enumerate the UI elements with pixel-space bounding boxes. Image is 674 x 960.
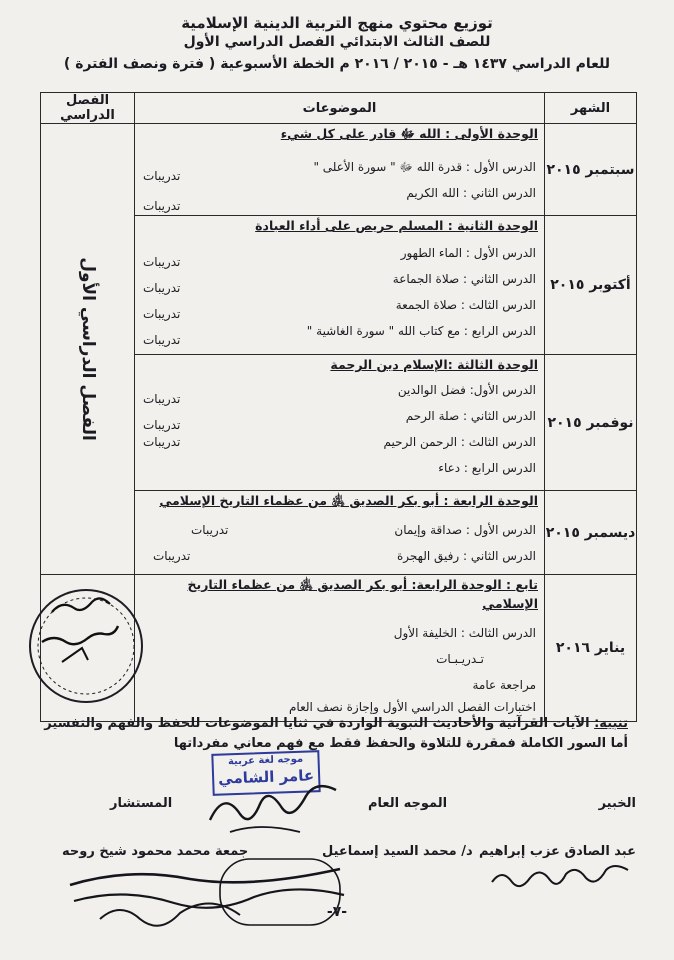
exercise-note: تدريبات bbox=[143, 255, 181, 269]
lesson-line bbox=[135, 518, 544, 544]
unit-cell bbox=[135, 575, 545, 722]
lesson-line bbox=[135, 544, 544, 570]
lesson-line bbox=[135, 267, 544, 293]
expert-role: الخبير bbox=[598, 796, 636, 811]
term-vertical-label: الفصل الدراسي الأول bbox=[77, 257, 98, 441]
lesson-text: الدرس الثالث : صلاة الجمعة bbox=[395, 298, 536, 312]
exercise-note: تدريبات bbox=[143, 333, 181, 347]
lesson-text: تـدريـبـات bbox=[436, 652, 484, 666]
month-cell: نوفمبر ٢٠١٥ bbox=[545, 355, 637, 491]
lesson-text: الدرس الثاني : الله الكريم bbox=[406, 186, 536, 200]
lesson-line bbox=[135, 673, 544, 695]
expert-name: عبد الصادق عزب إبراهيم bbox=[478, 844, 636, 859]
exercise-note: تدريبات bbox=[143, 199, 181, 213]
exercise-note: تدريبات bbox=[143, 169, 181, 183]
advisor-role: المستشار bbox=[110, 796, 173, 811]
lesson-line bbox=[135, 456, 544, 482]
exercise-note: تدريبات bbox=[143, 281, 181, 295]
unit-cell bbox=[135, 216, 545, 355]
exercise-note: تدريبات bbox=[143, 307, 181, 321]
header-term: الفصل الدراسي bbox=[41, 93, 135, 124]
lesson-text: اختبارات الفصل الدراسي الأول وإجازة نصف العام bbox=[288, 700, 536, 714]
unit-title: الوحدة الرابعة : أبو بكر الصديق ﵁ من عظماء التاريخ الإسلامي bbox=[159, 493, 538, 508]
lesson-text: الدرس الثاني : صلاة الجماعة bbox=[392, 272, 536, 286]
office-stamp-icon bbox=[60, 855, 360, 935]
round-stamp-icon bbox=[22, 582, 150, 710]
exercise-note: تدريبات bbox=[143, 392, 181, 406]
lesson-line bbox=[135, 293, 544, 319]
table-header-row bbox=[41, 93, 637, 124]
lesson-text: مراجعة عامة bbox=[472, 678, 536, 692]
exercise-note: تدريبات bbox=[143, 418, 181, 432]
unit-title: الوحدة الأولى : الله ﷻ قادر على كل شيء bbox=[280, 126, 538, 141]
notice-paragraph bbox=[40, 714, 628, 754]
expert-signature-icon bbox=[486, 860, 636, 896]
term-cell bbox=[41, 124, 135, 575]
lesson-line bbox=[135, 404, 544, 430]
supervisor-name: د/ محمد السيد إسماعيل bbox=[322, 844, 473, 859]
lesson-text: الدرس الأول : صداقة وإيمان bbox=[394, 523, 536, 537]
unit-cell bbox=[135, 124, 545, 216]
supervisor-role: الموجه العام bbox=[368, 796, 448, 811]
lesson-text: الدرس الأول : الماء الطهور bbox=[400, 246, 536, 260]
lesson-text: الدرس الثاني : رفيق الهجرة bbox=[397, 549, 536, 563]
lesson-line bbox=[135, 241, 544, 267]
lesson-text: الدرس الثالث : الرحمن الرحيم bbox=[383, 435, 536, 449]
unit-cell bbox=[135, 491, 545, 575]
lesson-text: الدرس الثاني : صلة الرحم bbox=[405, 409, 536, 423]
month-cell: يناير ٢٠١٦ bbox=[545, 575, 637, 722]
doc-title: توزيع محتوي منهج التربية الدينية الإسلامية bbox=[181, 14, 493, 32]
header-topics: الموضوعات bbox=[135, 93, 545, 124]
unit-title: الوحدة الثانية : المسلم حريص على أداء العبادة bbox=[255, 218, 538, 233]
lesson-text: الدرس الأول: فضل الوالدين bbox=[397, 383, 536, 397]
exercise-note: تدريبات bbox=[191, 523, 229, 537]
lesson-text: الدرس الأول : قدرة الله ﷻ " سورة الأعلى " bbox=[313, 160, 536, 174]
table-row bbox=[41, 124, 637, 216]
month-cell: سبتمبر ٢٠١٥ bbox=[545, 124, 637, 216]
page-number: -٧- bbox=[326, 904, 348, 920]
lesson-line bbox=[135, 378, 544, 404]
stamp-top-text: موجه لغة عربية bbox=[227, 753, 304, 768]
unit-title: الوحدة الثالثة :الإسلام دين الرحمة bbox=[330, 357, 538, 372]
unit-title: تابع : الوحدة الرابعة: أبو بكر الصديق ﵁ من عظماء التاريخ الإسلامي bbox=[187, 577, 538, 611]
notice-label: تنبيه: bbox=[594, 716, 628, 731]
month-cell: أكتوبر ٢٠١٥ bbox=[545, 216, 637, 355]
month-cell: ديسمبر ٢٠١٥ bbox=[545, 491, 637, 575]
lesson-text: الدرس الرابع : مع كتاب الله " سورة الغاشية " bbox=[306, 324, 536, 338]
lesson-line bbox=[135, 181, 544, 213]
stamp-name: عامر الشامي bbox=[217, 766, 315, 788]
notice-text: الآيات القرآنية والأحاديث النبوية الواردة في ثنايا الموضوعات للحفظ والفهم والتفسير أما السور الكاملة فمقررة للتلاوة والحفظ فقط مع فهم معاني مفرداتها bbox=[44, 716, 628, 751]
doc-subtitle: للصف الثالث الابتدائي الفصل الدراسي الأول bbox=[183, 34, 491, 50]
exercise-note: تدريبات bbox=[153, 549, 191, 563]
supervisor-signature-icon bbox=[200, 770, 350, 840]
header-month: الشهر bbox=[545, 93, 637, 124]
lesson-line bbox=[135, 155, 544, 181]
lesson-text: الدرس الرابع : دعاء bbox=[438, 461, 536, 475]
lesson-line bbox=[135, 319, 544, 345]
lesson-text: الدرس الثالث : الخليفة الأول bbox=[393, 626, 536, 640]
advisor-name: جمعة محمد محمود شيخ روحه bbox=[62, 844, 249, 859]
lesson-line bbox=[135, 647, 544, 673]
lesson-line bbox=[135, 621, 544, 647]
exercise-note: تدريبات bbox=[143, 435, 181, 449]
doc-year-line: للعام الدراسي ١٤٣٧ هـ - ٢٠١٥ / ٢٠١٦ م الخطة الأسبوعية ( فترة ونصف الفترة ) bbox=[63, 56, 611, 72]
lesson-line bbox=[135, 430, 544, 456]
unit-cell bbox=[135, 355, 545, 491]
